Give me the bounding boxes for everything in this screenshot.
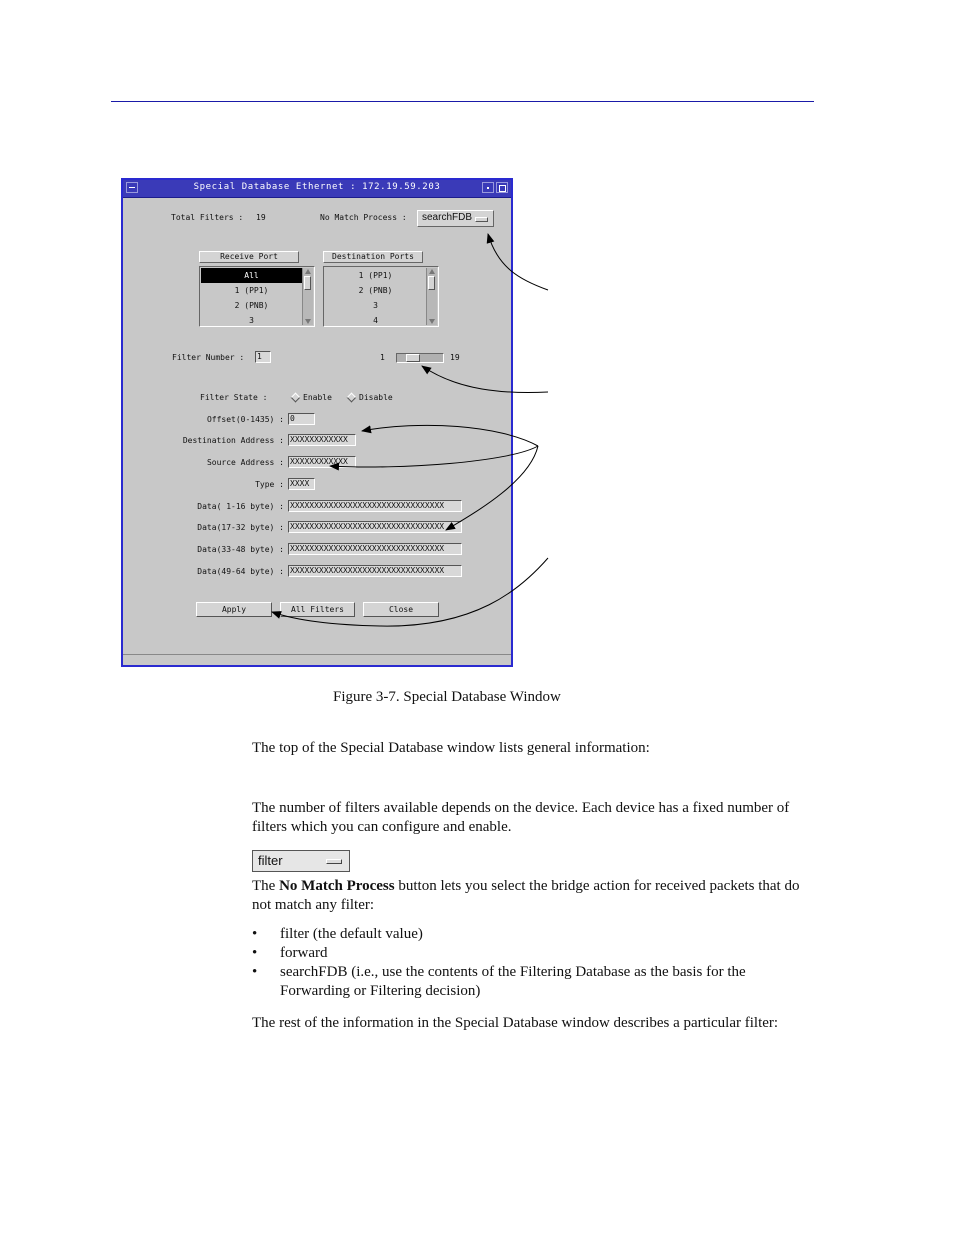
list-item-text: forward	[280, 945, 328, 961]
list-item-text: searchFDB (i.e., use the contents of the Filtering Database as the basis for the Forwarding or Filtering decision)	[280, 964, 746, 999]
offset-label: Offset(0-1435) :	[206, 415, 284, 424]
callout-arrow-no-match	[488, 234, 548, 290]
source-address-field[interactable]: XXXXXXXXXXXX	[288, 456, 356, 468]
slider-min-label: 1	[380, 353, 385, 362]
total-filters-value: 19	[256, 213, 266, 222]
bullet-icon: •	[252, 945, 258, 961]
data-1-16-label: Data( 1-16 byte) :	[197, 502, 284, 511]
paragraph-rest: The rest of the information in the Special Database window describes a particular filter:	[252, 1015, 779, 1031]
close-button[interactable]: Close	[363, 602, 439, 617]
data-17-32-label: Data(17-32 byte) :	[197, 523, 284, 532]
destination-port-item[interactable]: 4	[373, 316, 378, 325]
list-item-text: filter (the default value)	[280, 926, 423, 942]
source-address-label: Source Address :	[206, 458, 284, 467]
destination-port-item[interactable]: 2 (PNB)	[358, 286, 393, 295]
receive-port-item[interactable]: 3	[249, 316, 254, 325]
data-33-48-label: Data(33-48 byte) :	[197, 545, 284, 554]
filter-option-label: filter	[258, 853, 283, 868]
no-match-process-value: searchFDB	[422, 212, 473, 223]
figure-caption: Figure 3-7. Special Database Window	[333, 689, 561, 705]
list-item	[252, 944, 817, 963]
destination-port-item[interactable]: 3	[373, 301, 378, 310]
receive-port-item[interactable]: 1 (PP1)	[234, 286, 269, 295]
offset-field[interactable]: 0	[288, 413, 315, 425]
data-49-64-label: Data(49-64 byte) :	[197, 567, 284, 576]
slider-max-label: 19	[450, 353, 460, 362]
no-match-text-prefix: The	[252, 878, 280, 894]
receive-port-item[interactable]: All	[201, 268, 302, 283]
all-filters-button[interactable]: All Filters	[280, 602, 355, 617]
receive-port-item[interactable]: 2 (PNB)	[234, 301, 269, 310]
no-match-text-suffix: button lets you select the bridge action for received packets that do not match any filter:	[252, 878, 800, 913]
no-match-options-list	[252, 925, 817, 1001]
callout-arrow-source-address	[330, 446, 538, 467]
destination-port-item[interactable]: 1 (PP1)	[358, 271, 393, 280]
list-item	[252, 963, 817, 1001]
callout-arrow-dest-address	[362, 425, 538, 446]
type-label: Type :	[255, 480, 284, 489]
filter-number-field[interactable]: 1	[255, 351, 271, 363]
destination-address-field[interactable]: XXXXXXXXXXXX	[288, 434, 356, 446]
list-item	[252, 925, 817, 944]
type-field[interactable]: XXXX	[288, 478, 315, 490]
data-49-64-field[interactable]: XXXXXXXXXXXXXXXXXXXXXXXXXXXXXXXX	[288, 565, 462, 577]
callout-arrow-apply	[272, 558, 548, 626]
data-1-16-field[interactable]: XXXXXXXXXXXXXXXXXXXXXXXXXXXXXXXX	[288, 500, 462, 512]
no-match-bold-term: No Match Process	[279, 878, 395, 894]
paragraph-intro: The top of the Special Database window lists general information:	[252, 740, 650, 756]
filter-number-label: Filter Number :	[172, 353, 245, 362]
callout-arrow-slider	[422, 366, 548, 393]
bullet-icon: •	[252, 964, 258, 980]
data-33-48-field[interactable]: XXXXXXXXXXXXXXXXXXXXXXXXXXXXXXXX	[288, 543, 462, 555]
bullet-icon: •	[252, 926, 258, 942]
paragraph-no-match	[252, 877, 817, 915]
no-match-process-label: No Match Process :	[320, 213, 407, 222]
enable-label: Enable	[303, 393, 332, 402]
total-filters-label: Total Filters :	[171, 213, 244, 222]
paragraph-total-filters: The number of filters available depends on the device. Each device has a fixed number of filters which you can configure and enable.	[252, 800, 790, 835]
receive-port-header: Receive Port	[199, 251, 299, 263]
window-title: Special Database Ethernet : 172.19.59.203	[193, 182, 441, 192]
apply-button[interactable]: Apply	[196, 602, 272, 617]
filter-option-button-image	[252, 850, 350, 872]
filter-state-label: Filter State :	[200, 393, 268, 402]
destination-ports-header: Destination Ports	[323, 251, 423, 263]
option-menu-indicator-icon	[326, 859, 342, 864]
data-17-32-field[interactable]: XXXXXXXXXXXXXXXXXXXXXXXXXXXXXXXX	[288, 521, 462, 533]
disable-label: Disable	[359, 393, 393, 402]
destination-address-label: Destination Address :	[182, 436, 284, 445]
